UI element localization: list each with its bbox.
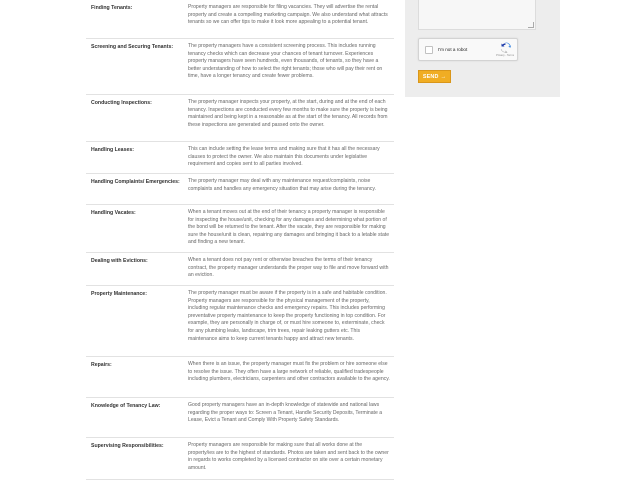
- row-description: When a tenant does not pay rent or otherwise breaches the terms of their tenancy contract, the property manager understands the proper way to file and move forward with an eviction.: [188, 257, 389, 279]
- row-label: Finding Tenants:: [91, 5, 133, 11]
- row-description: Good property managers have an in-depth knowledge of statewide and national laws regarding the proper ways to: Screen a Tenant, Handle Security Deposits, Terminate a Lease, Evict a Tenant and Comply With Property Safety Standards.: [188, 402, 383, 424]
- row-description: The property managers have a consistent screening process. This includes running tenancy checks which can decrease your chances of tenant turnover. Experiences property managers have seen hundreds, even thousands, of tenants, so they have a better understanding of how to select the right tenants; those who will pay their rent on time, have a longer tenancy and create fewer problems.: [188, 43, 383, 80]
- row-label: Supervising Responsibilities:: [91, 443, 164, 449]
- row-label: Screening and Securing Tenants:: [91, 44, 174, 50]
- contact-sidebar: [405, 0, 560, 97]
- arrow-right-icon: →: [440, 73, 447, 80]
- table-row: [86, 398, 394, 438]
- table-row: [86, 205, 394, 253]
- send-button[interactable]: [418, 70, 451, 83]
- recaptcha-logo-icon: [500, 42, 511, 53]
- row-label: Handling Vacates:: [91, 210, 136, 216]
- row-description: The property manager must be aware if the property is in a safe and habitable condition. Property managers are responsible for the physical management of the property, including regular maintenance checks and emergency repairs. This includes performing preventative property maintenance to keep the property functioning in top condition. For example, they are personally in charge of, or must hire someone to, exterminate, check for any plumbing leaks, landscape, trim trees, repair leaking gutters etc. This maintenance aims to keep current tenants happy and attract new tenants.: [188, 290, 387, 342]
- row-description: Property managers are responsible for making sure that all works done at the property/ies are to the highest of standards. Photos are taken and sent back to the owner in regards to works completed by a licensed contractor on site over a certain monetary amount.: [188, 442, 389, 471]
- resize-grip-icon[interactable]: [528, 22, 534, 28]
- recaptcha-label: I'm not a robot: [438, 47, 468, 52]
- row-label: Repairs:: [91, 362, 112, 368]
- row-label: Conducting Inspections:: [91, 100, 152, 106]
- row-label: Dealing with Evictions:: [91, 258, 148, 264]
- row-label: Property Maintenance:: [91, 291, 147, 297]
- row-label: Knowledge of Tenancy Law:: [91, 403, 161, 409]
- table-row: [86, 357, 394, 398]
- message-textarea[interactable]: [418, 0, 536, 30]
- row-description: The property manager may deal with any maintenance request/complaints, noise complaints and handles any emergency situation that may arise during the tenancy.: [188, 178, 376, 192]
- table-row: [86, 174, 394, 205]
- send-button-label: SEND: [422, 73, 439, 80]
- recaptcha-widget: [418, 38, 518, 61]
- table-row: [86, 0, 394, 39]
- table-row: [86, 39, 394, 95]
- row-description: When there is an issue, the property manager must fix the problem or hire someone else to resolve the issue. They often have a large network of reliable, qualified tradespeople including plumbers, electricians, carpenters and other contractors available to the agency.: [188, 361, 390, 383]
- row-label: Handling Leases:: [91, 147, 134, 153]
- row-description: Property managers are responsible for filing vacancies. They will advertise the rental property and create a compelling marketing campaign. We also understand what attracts tenants so we can offer tips to make it look more appealing to a potential tenant.: [188, 4, 388, 26]
- row-label: Handling Complaints/ Emergencies:: [91, 179, 180, 185]
- table-row: [86, 253, 394, 286]
- recaptcha-privacy-text[interactable]: Privacy - Terms: [496, 54, 514, 57]
- table-row: [86, 142, 394, 174]
- table-row: [86, 95, 394, 142]
- row-description: When a tenant moves out at the end of their tenancy a property manager is responsible for inspecting the house/unit, checking for any damages and determining what portion of the bond will be returned to the tenant. After the vacate, they are responsible for making sure the house/unit is clean, repairing any damages and bringing it back to a letable state and finding a new tenant.: [188, 209, 390, 246]
- row-description: The property manager inspects your property, at the start, during and at the end of each tenancy. Inspections are conducted every few months to make sure the property is being maintained and being kept in a reasonable as at the start of the tenancy. All records from these inspections are generated and passed onto the owner.: [188, 99, 388, 128]
- recaptcha-checkbox[interactable]: [425, 46, 433, 54]
- responsibilities-table: [86, 0, 394, 480]
- table-row: [86, 286, 394, 357]
- table-row: [86, 438, 394, 480]
- row-description: This can include setting the lease terms and making sure that it has all the necessary clauses to protect the owner. We also maintain this documents under legislative requirement and copies sent to all parties involved.: [188, 146, 380, 168]
